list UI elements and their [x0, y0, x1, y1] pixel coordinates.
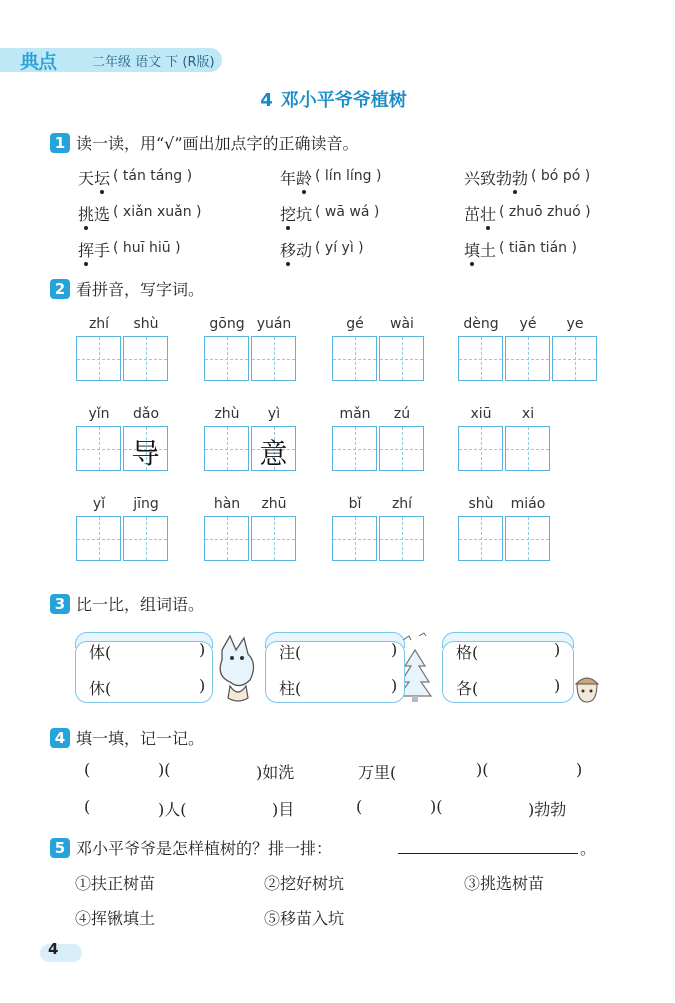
- pinyin-label: gé: [346, 316, 364, 332]
- pinyin-label: miáo: [510, 496, 546, 512]
- vocab-word: 挥手: [78, 241, 111, 260]
- vocab-word: 年龄: [280, 169, 313, 188]
- pinyin-label: hàn: [213, 496, 241, 512]
- pinyin-label: zú: [393, 406, 411, 422]
- writing-box[interactable]: [332, 336, 377, 381]
- writing-box[interactable]: [379, 516, 424, 561]
- step-option: ⑤移苗入坑: [264, 909, 345, 928]
- idiom-fragment[interactable]: )(: [476, 760, 489, 779]
- reading-options[interactable]: ( tán táng ): [113, 168, 193, 184]
- pinyin-label: ye: [566, 316, 584, 332]
- idiom-fragment: (: [356, 797, 363, 816]
- reading-options[interactable]: ( xiǎn xuǎn ): [113, 204, 202, 220]
- period: 。: [580, 839, 597, 858]
- pinyin-label: xiū: [470, 406, 492, 422]
- vocab-word: 移动: [280, 241, 313, 260]
- given-character: 导: [131, 437, 160, 470]
- pinyin-label: wài: [390, 316, 414, 332]
- idiom-fragment: (: [84, 797, 91, 816]
- pinyin-label: gōng: [209, 316, 245, 332]
- step-option: ②挖好树坑: [264, 874, 345, 893]
- emphasis-dot: [302, 190, 306, 194]
- step-option: ③挑选树苗: [464, 874, 545, 893]
- section-5-heading: 5 邓小平爷爷是怎样植树的？排一排：: [50, 836, 332, 859]
- idiom-fragment[interactable]: )(: [158, 760, 171, 779]
- step-option: ①扶正树苗: [75, 874, 156, 893]
- idiom-fragment: )勃勃: [528, 800, 567, 819]
- close-paren: ): [391, 676, 398, 695]
- close-paren: ): [391, 640, 398, 659]
- section-1-heading: 1 读一读，用“√”画出加点字的正确读音。: [50, 131, 359, 154]
- writing-box[interactable]: [332, 516, 377, 561]
- idiom-fragment: )(: [430, 797, 443, 816]
- vocab-word: 茁壮: [464, 205, 497, 224]
- writing-box[interactable]: [123, 426, 168, 471]
- base-character: 体(: [89, 643, 112, 662]
- page-number: 4: [48, 940, 59, 958]
- emphasis-dot: [84, 226, 88, 230]
- close-paren: ): [554, 676, 561, 695]
- section-2-heading: 2 看拼音，写字词。: [50, 277, 204, 300]
- writing-box[interactable]: [505, 516, 550, 561]
- writing-box[interactable]: [123, 516, 168, 561]
- writing-box[interactable]: [251, 426, 296, 471]
- reading-options[interactable]: ( huī hiū ): [113, 240, 181, 256]
- pinyin-label: bǐ: [348, 496, 362, 512]
- pinyin-label: yǐ: [92, 496, 106, 512]
- section-3-heading: 3 比一比，组词语。: [50, 592, 204, 615]
- pinyin-label: mǎn: [339, 406, 371, 422]
- writing-box[interactable]: [379, 426, 424, 471]
- emphasis-dot: [486, 226, 490, 230]
- writing-box[interactable]: [251, 336, 296, 381]
- base-character: 柱(: [279, 679, 302, 698]
- writing-box[interactable]: [379, 336, 424, 381]
- vocab-word: 兴致勃勃: [464, 169, 529, 188]
- pinyin-label: shù: [133, 316, 159, 332]
- writing-box[interactable]: [76, 426, 121, 471]
- reading-options[interactable]: ( bó pó ): [531, 168, 591, 184]
- pinyin-label: shù: [468, 496, 494, 512]
- pinyin-label: yuán: [256, 316, 292, 332]
- writing-box[interactable]: [552, 336, 597, 381]
- pinyin-label: zhū: [261, 496, 287, 512]
- writing-box[interactable]: [458, 336, 503, 381]
- writing-box[interactable]: [332, 426, 377, 471]
- writing-box[interactable]: [505, 336, 550, 381]
- pinyin-label: yé: [519, 316, 537, 332]
- pinyin-label: jīng: [133, 496, 159, 512]
- idiom-fragment[interactable]: (: [84, 760, 91, 779]
- writing-box[interactable]: [123, 336, 168, 381]
- reading-options[interactable]: ( tiān tián ): [499, 240, 577, 256]
- pinyin-label: zhí: [88, 316, 110, 332]
- close-paren: ): [199, 640, 206, 659]
- writing-box[interactable]: [204, 426, 249, 471]
- writing-box[interactable]: [76, 336, 121, 381]
- vocab-word: 挑选: [78, 205, 111, 224]
- pinyin-label: yǐn: [88, 406, 110, 422]
- vocab-word: 天坛: [78, 169, 111, 188]
- pinyin-label: dèng: [463, 316, 499, 332]
- writing-box[interactable]: [458, 516, 503, 561]
- writing-box[interactable]: [458, 426, 503, 471]
- idiom-fragment: 万里(: [358, 763, 397, 782]
- base-character: 格(: [456, 643, 479, 662]
- brand-logo: 典点: [20, 51, 57, 73]
- writing-box[interactable]: [76, 516, 121, 561]
- writing-box[interactable]: [204, 336, 249, 381]
- writing-box[interactable]: [505, 426, 550, 471]
- emphasis-dot: [286, 226, 290, 230]
- vocab-word: 挖坑: [280, 205, 313, 224]
- emphasis-dot: [286, 262, 290, 266]
- vocab-word: 填土: [464, 241, 497, 260]
- emphasis-dot: [100, 190, 104, 194]
- book-subtitle: 二年级 语文 下 (R版): [92, 55, 215, 70]
- reading-options[interactable]: ( zhuō zhuó ): [499, 204, 591, 220]
- base-character: 各(: [456, 679, 479, 698]
- base-character: 休(: [89, 679, 112, 698]
- base-character: 注(: [279, 643, 302, 662]
- emphasis-dot: [84, 262, 88, 266]
- idiom-fragment: )如洗: [256, 763, 295, 782]
- idiom-fragment[interactable]: ): [576, 760, 583, 779]
- section-4-heading: 4 填一填，记一记。: [50, 726, 204, 749]
- answer-blank-line[interactable]: [398, 853, 578, 854]
- page-number-badge: [40, 944, 82, 962]
- emphasis-dot: [470, 262, 474, 266]
- pinyin-label: zhù: [214, 406, 240, 422]
- given-character: 意: [259, 437, 288, 470]
- pinyin-label: dǎo: [132, 406, 160, 422]
- step-option: ④挥锹填土: [75, 909, 156, 928]
- close-paren: ): [554, 640, 561, 659]
- writing-box[interactable]: [251, 516, 296, 561]
- reading-options[interactable]: ( yí yì ): [315, 240, 364, 256]
- pinyin-label: zhí: [391, 496, 413, 512]
- emphasis-dot: [513, 190, 517, 194]
- pinyin-label: xi: [521, 406, 535, 422]
- reading-options[interactable]: ( wā wá ): [315, 204, 380, 220]
- close-paren: ): [199, 676, 206, 695]
- squirrel-illustration-icon: [210, 632, 266, 704]
- reading-options[interactable]: ( lín líng ): [315, 168, 382, 184]
- acorn-icon: [572, 672, 602, 704]
- pinyin-label: yì: [267, 406, 281, 422]
- idiom-fragment: )人(: [158, 800, 187, 819]
- idiom-fragment: )目: [272, 800, 295, 819]
- writing-box[interactable]: [204, 516, 249, 561]
- lesson-title: 4 邓小平爷爷植树: [260, 90, 407, 111]
